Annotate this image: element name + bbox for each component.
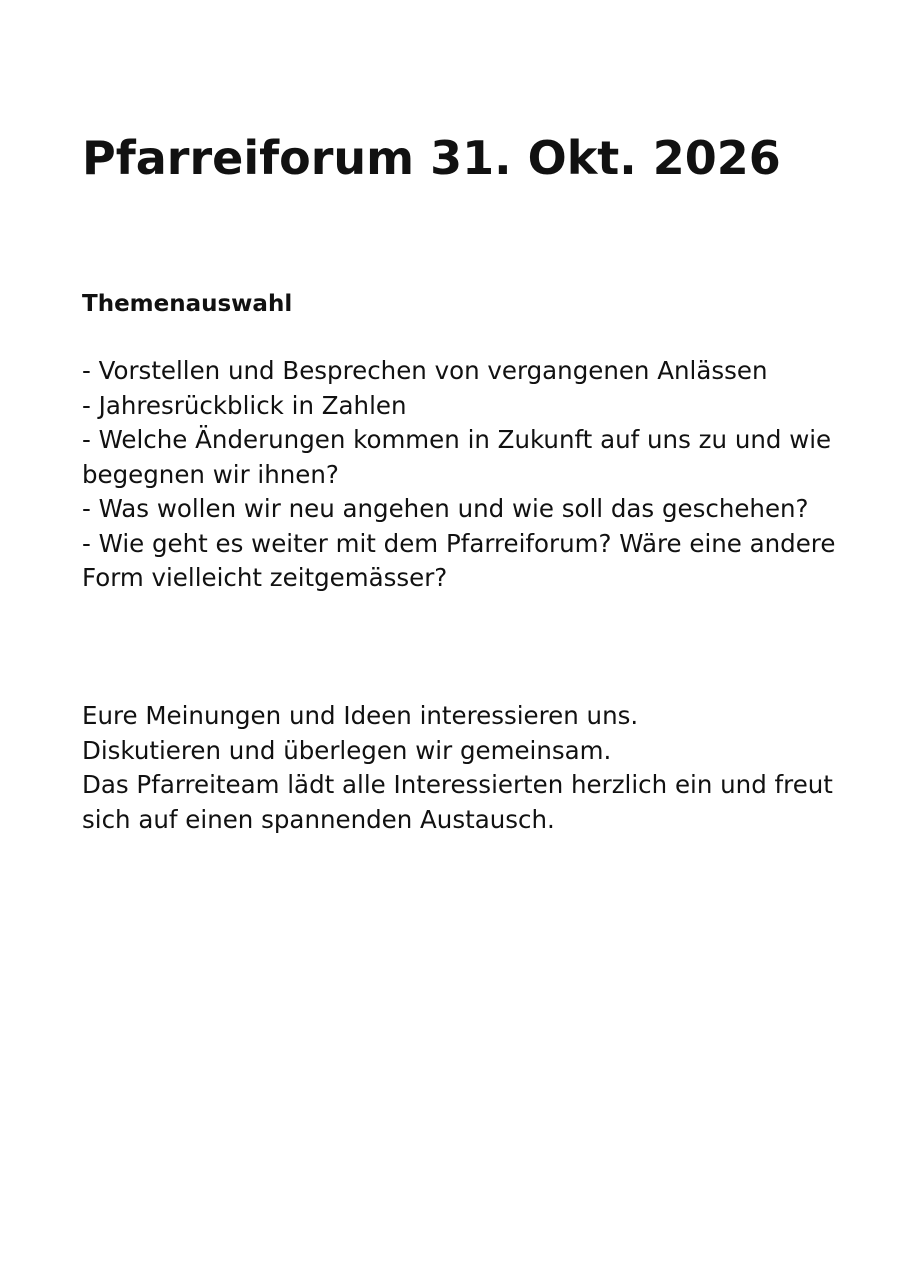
topic-item: - Vorstellen und Besprechen von vergangenen Anlässen [82,356,768,385]
topic-list [82,354,842,596]
closing-line: Das Pfarreiteam lädt alle Interessierten herzlich ein und freut sich auf einen spannenden Austausch. [82,770,833,834]
topic-item: - Wie geht es weiter mit dem Pfarreiforum? Wäre eine andere Form vielleicht zeitgemässer? [82,528,836,592]
topic-item: - Welche Änderungen kommen in Zukunft auf uns zu und wie begegnen wir ihnen? [82,425,832,489]
closing-line: Diskutieren und überlegen wir gemeinsam. [82,735,612,765]
page-title: Pfarreiforum 31. Okt. 2026 [82,131,781,185]
closing-paragraph [82,699,842,837]
topic-item: - Jahresrückblick in Zahlen [82,390,407,420]
closing-line: Eure Meinungen und Ideen interessieren uns. [82,701,639,730]
topic-item: - Was wollen wir neu angehen und wie soll das geschehen? [82,494,809,523]
section-heading: Themenauswahl [82,291,293,317]
